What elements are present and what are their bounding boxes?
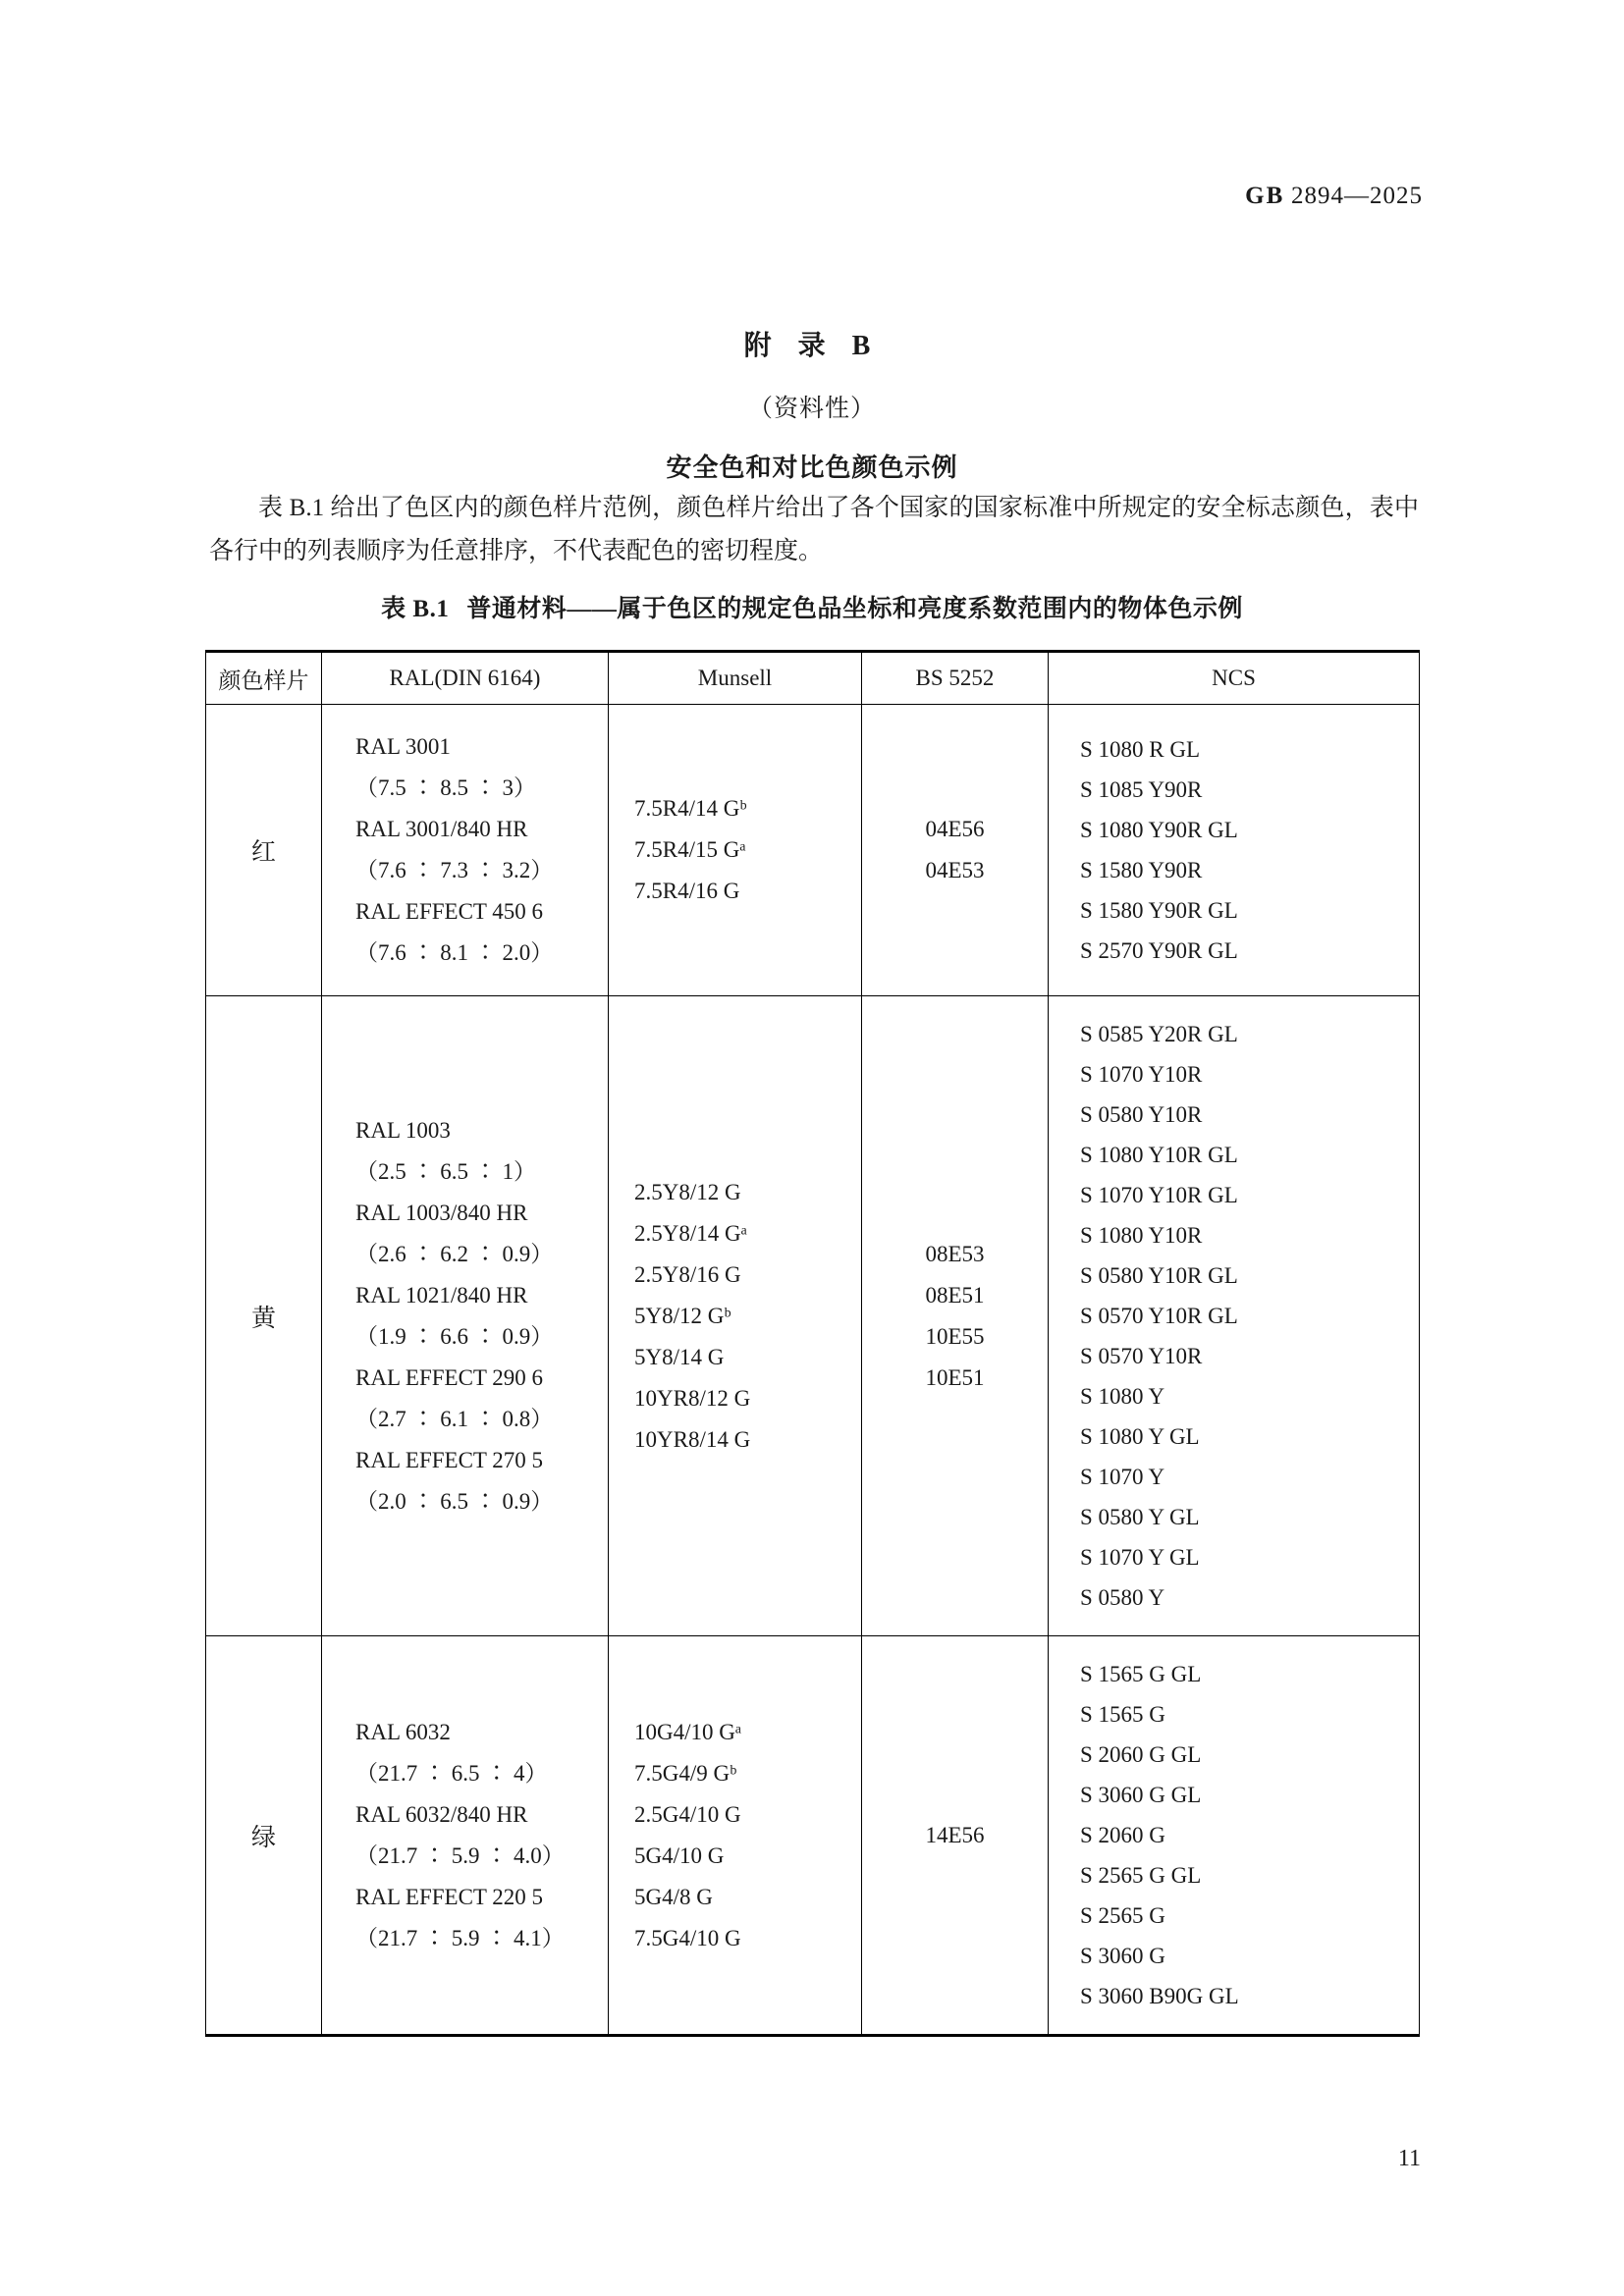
- ral-cell-line: RAL 1003/840 HR: [355, 1200, 528, 1225]
- ral-cell-line: RAL 1003: [355, 1117, 451, 1143]
- ral-cell: [322, 1636, 609, 2036]
- ncs-cell-line: S 2565 G GL: [1080, 1863, 1202, 1888]
- table-header-row: [206, 652, 1420, 705]
- color-swatch-label: 绿: [206, 1636, 322, 2036]
- table-caption-text: 普通材料——属于色区的规定色品坐标和亮度系数范围内的物体色示例: [466, 596, 1243, 622]
- munsell-cell-line: 10YR8/12 G: [634, 1385, 751, 1411]
- ncs-cell-line: S 1070 Y10R GL: [1080, 1183, 1238, 1207]
- running-header: [1245, 183, 1423, 210]
- munsell-cell-line: 5G4/8 G: [634, 1884, 713, 1909]
- ral-cell: [322, 705, 609, 996]
- ral-cell-line: （7.5 ∶ 8.5 ∶ 3）: [355, 775, 536, 800]
- ncs-cell-line: S 3060 G GL: [1080, 1783, 1202, 1807]
- table-caption-number: 表 B.1: [381, 596, 450, 622]
- munsell-cell-line: 5Y8/12 Gᵇ: [634, 1303, 731, 1328]
- table-body: [206, 705, 1420, 2036]
- munsell-cell-line: 5G4/10 G: [634, 1842, 725, 1868]
- bs-cell-line: 10E55: [925, 1323, 985, 1349]
- table-row: [206, 1636, 1420, 2036]
- bs-cell-line: 08E51: [925, 1282, 985, 1308]
- ral-cell-line: RAL EFFECT 450 6: [355, 899, 544, 924]
- ral-cell-line: （2.0 ∶ 6.5 ∶ 0.9）: [355, 1488, 554, 1514]
- ral-cell-line: （21.7 ∶ 5.9 ∶ 4.0）: [355, 1842, 565, 1868]
- ncs-cell-line: S 0570 Y10R: [1080, 1344, 1203, 1368]
- munsell-cell-line: 2.5Y8/12 G: [634, 1179, 741, 1204]
- munsell-cell-line: 10YR8/14 G: [634, 1426, 751, 1452]
- ral-cell-line: RAL 1021/840 HR: [355, 1282, 528, 1308]
- ncs-cell-line: S 0580 Y10R: [1080, 1102, 1203, 1127]
- munsell-cell-line: 2.5Y8/16 G: [634, 1261, 741, 1287]
- munsell-cell-line: 7.5G4/9 Gᵇ: [634, 1760, 737, 1786]
- annex-subject: 安全色和对比色颜色示例: [666, 454, 958, 482]
- bs-cell-line: 10E51: [925, 1364, 985, 1390]
- munsell-cell: [609, 996, 862, 1636]
- ral-cell-line: （21.7 ∶ 6.5 ∶ 4）: [355, 1760, 548, 1786]
- ral-cell: [322, 996, 609, 1636]
- column-header-munsell: Munsell: [609, 652, 862, 705]
- color-swatch-label: 红: [206, 705, 322, 996]
- munsell-cell-line: 10G4/10 Gᵃ: [634, 1719, 742, 1744]
- ncs-cell-line: S 3060 G: [1080, 1944, 1165, 1968]
- bs-cell-line: 04E53: [925, 858, 985, 882]
- ncs-cell-line: S 1565 G: [1080, 1702, 1165, 1727]
- ncs-cell-line: S 3060 B90G GL: [1080, 1984, 1239, 2008]
- ncs-cell-line: S 1085 Y90R: [1080, 777, 1203, 802]
- ral-cell-line: RAL EFFECT 290 6: [355, 1364, 544, 1390]
- ral-cell-line: （7.6 ∶ 7.3 ∶ 3.2）: [355, 858, 554, 882]
- ral-cell-line: RAL EFFECT 270 5: [355, 1447, 544, 1472]
- bs-cell-line: 04E56: [925, 817, 985, 841]
- ncs-cell-line: S 1580 Y90R: [1080, 858, 1203, 882]
- ncs-cell-line: S 1080 Y90R GL: [1080, 818, 1238, 842]
- ncs-cell-line: S 1080 R GL: [1080, 737, 1201, 762]
- ral-cell-line: （2.6 ∶ 6.2 ∶ 0.9）: [355, 1241, 554, 1266]
- ncs-cell-line: S 1080 Y10R: [1080, 1223, 1203, 1248]
- standard-number: 2894—2025: [1291, 183, 1423, 209]
- munsell-cell-line: 7.5R4/15 Gᵃ: [634, 837, 746, 862]
- ncs-cell-line: S 0580 Y10R GL: [1080, 1263, 1238, 1288]
- color-samples-table-wrapper: [205, 650, 1419, 2037]
- ncs-cell-line: S 0580 Y GL: [1080, 1505, 1200, 1529]
- ncs-cell-line: S 1565 G GL: [1080, 1662, 1202, 1686]
- ncs-cell-line: S 1080 Y GL: [1080, 1424, 1200, 1449]
- color-samples-table: [205, 650, 1420, 2037]
- munsell-cell-line: 7.5R4/16 G: [634, 879, 740, 903]
- ncs-cell-line: S 2060 G: [1080, 1823, 1165, 1847]
- ncs-cell-line: S 2565 G: [1080, 1903, 1165, 1928]
- annex-heading-block: [0, 324, 1624, 484]
- bs-cell-line: 14E56: [925, 1822, 985, 1847]
- bs-cell: [862, 1636, 1049, 2036]
- munsell-cell-line: 7.5R4/14 Gᵇ: [634, 796, 747, 821]
- ral-cell-line: （2.5 ∶ 6.5 ∶ 1）: [355, 1158, 536, 1184]
- ral-cell-line: RAL 6032: [355, 1719, 451, 1744]
- ncs-cell: [1049, 1636, 1420, 2036]
- ral-cell-line: RAL 6032/840 HR: [355, 1801, 528, 1827]
- table-header: [206, 652, 1420, 705]
- table-caption: [0, 589, 1624, 624]
- ncs-cell-line: S 1070 Y10R: [1080, 1062, 1203, 1087]
- column-header-bs: BS 5252: [862, 652, 1049, 705]
- standard-code: GB: [1245, 183, 1285, 209]
- table-row: [206, 996, 1420, 1636]
- munsell-cell-line: 2.5G4/10 G: [634, 1801, 741, 1827]
- table-row: [206, 705, 1420, 996]
- ral-cell-line: RAL 3001: [355, 734, 451, 759]
- munsell-cell: [609, 705, 862, 996]
- ncs-cell-line: S 1070 Y GL: [1080, 1545, 1200, 1570]
- ncs-cell-line: S 1580 Y90R GL: [1080, 898, 1238, 923]
- bs-cell: [862, 996, 1049, 1636]
- annex-title: 附 录 B: [743, 331, 881, 361]
- page-number: 11: [1397, 2146, 1421, 2171]
- ncs-cell-line: S 1080 Y: [1080, 1384, 1165, 1409]
- munsell-cell-line: 5Y8/14 G: [634, 1344, 725, 1369]
- ncs-cell-line: S 0585 Y20R GL: [1080, 1022, 1238, 1046]
- ncs-cell-line: S 2570 Y90R GL: [1080, 938, 1238, 963]
- munsell-cell-line: 2.5Y8/14 Gᵃ: [634, 1220, 747, 1246]
- ral-cell-line: （1.9 ∶ 6.6 ∶ 0.9）: [355, 1323, 554, 1349]
- color-swatch-label: 黄: [206, 996, 322, 1636]
- ncs-cell-line: S 1070 Y: [1080, 1465, 1165, 1489]
- annex-kind: （资料性）: [747, 396, 876, 422]
- ncs-cell-line: S 0570 Y10R GL: [1080, 1304, 1238, 1328]
- column-header-ncs: NCS: [1049, 652, 1420, 705]
- ncs-cell-line: S 0580 Y: [1080, 1585, 1165, 1610]
- munsell-cell: [609, 1636, 862, 2036]
- ncs-cell: [1049, 705, 1420, 996]
- munsell-cell-line: 7.5G4/10 G: [634, 1925, 741, 1950]
- ral-cell-line: RAL EFFECT 220 5: [355, 1884, 544, 1909]
- ral-cell-line: （2.7 ∶ 6.1 ∶ 0.8）: [355, 1406, 554, 1431]
- column-header-swatch: 颜色样片: [206, 652, 322, 705]
- ral-cell-line: （7.6 ∶ 8.1 ∶ 2.0）: [355, 940, 554, 965]
- column-header-ral: RAL(DIN 6164): [322, 652, 609, 705]
- ncs-cell-line: S 1080 Y10R GL: [1080, 1143, 1238, 1167]
- ncs-cell-line: S 2060 G GL: [1080, 1742, 1202, 1767]
- bs-cell-line: 08E53: [925, 1241, 985, 1266]
- ral-cell-line: RAL 3001/840 HR: [355, 817, 528, 841]
- ral-cell-line: （21.7 ∶ 5.9 ∶ 4.1）: [355, 1925, 565, 1950]
- bs-cell: [862, 705, 1049, 996]
- intro-paragraph: 表 B.1 给出了色区内的颜色样片范例，颜色样片给出了各个国家的国家标准中所规定的安全标志颜色，表中各行中的列表顺序为任意排序，不代表配色的密切程度。: [209, 495, 1419, 564]
- ncs-cell: [1049, 996, 1420, 1636]
